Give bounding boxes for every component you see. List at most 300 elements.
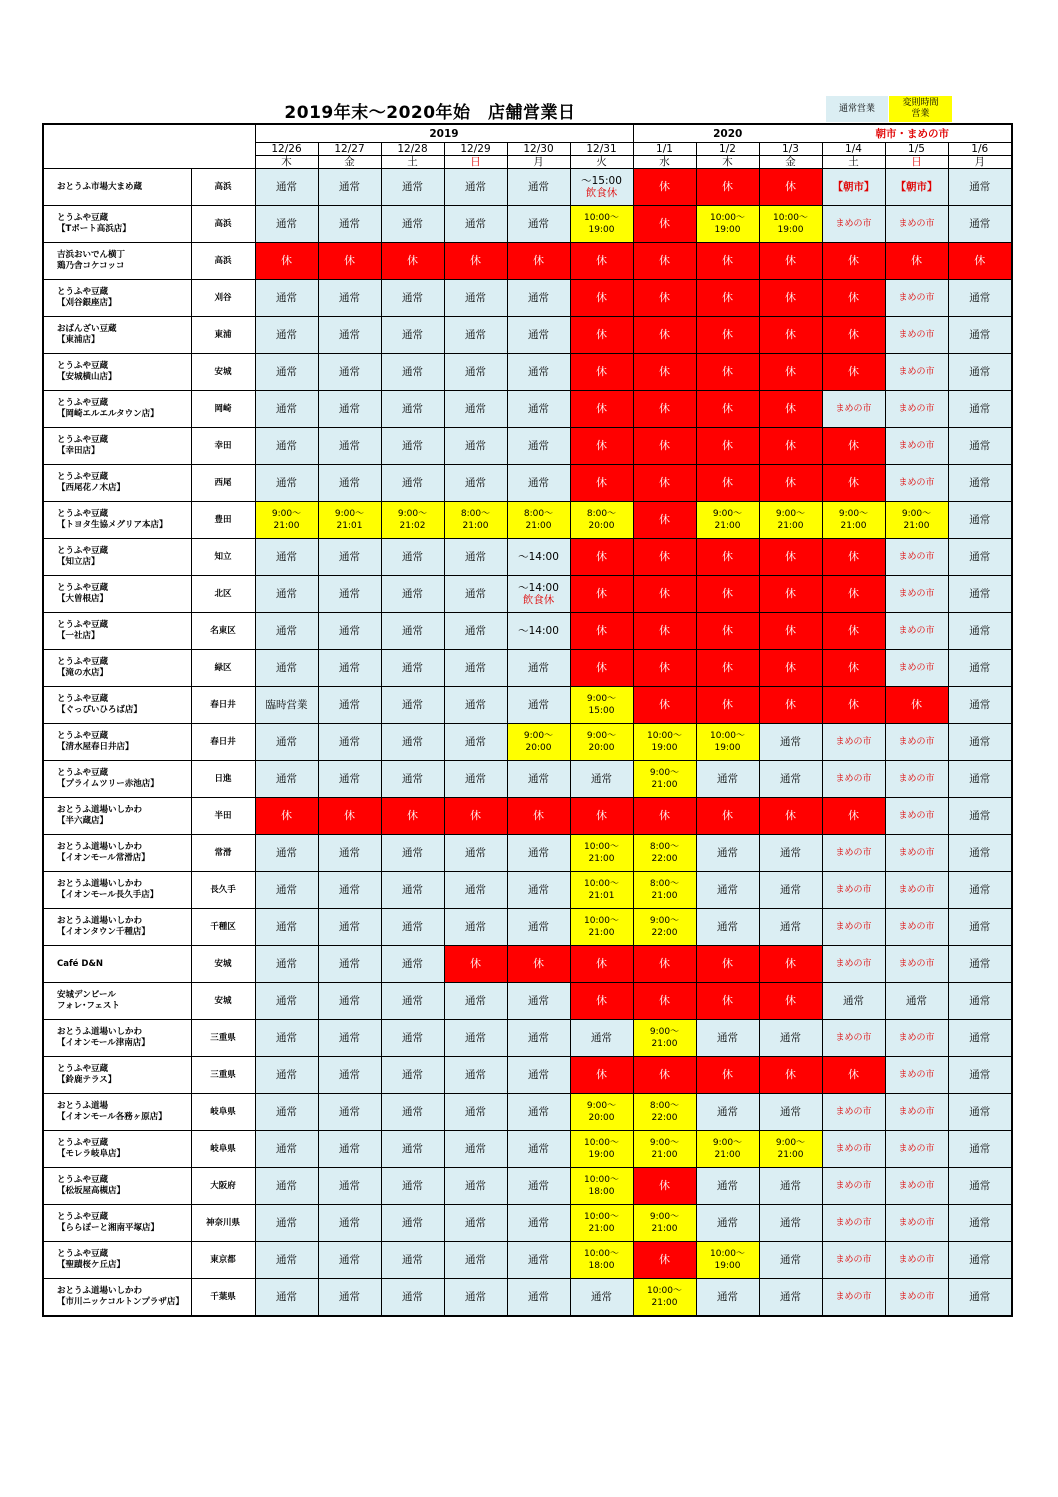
status-cell xyxy=(822,724,885,761)
status-cell xyxy=(633,428,696,465)
store-row xyxy=(43,1279,1012,1316)
status-text: まめの市 xyxy=(835,885,872,895)
store-name-line: 【岡崎エルエルタウン店】 xyxy=(57,409,159,419)
status-cell xyxy=(696,576,759,613)
store-name-line: 【清水屋春日井店】 xyxy=(57,742,134,752)
store-area: 岡崎 xyxy=(191,391,255,428)
status-cell xyxy=(381,428,444,465)
weekday-cell: 月 xyxy=(507,156,570,169)
status-cell xyxy=(633,169,696,206)
store-area: 刈谷 xyxy=(191,280,255,317)
store-area: 三重県 xyxy=(191,1057,255,1094)
status-cell xyxy=(507,1094,570,1131)
store-area: 豊田 xyxy=(191,502,255,539)
status-text: 通常 xyxy=(276,588,297,600)
weekday-cell: 土 xyxy=(822,156,885,169)
status-text: 通常 xyxy=(969,958,991,970)
status-cell xyxy=(381,761,444,798)
status-text: 通常 xyxy=(717,1217,738,1229)
status-cell xyxy=(696,206,759,243)
status-text: 21:00 xyxy=(714,1150,741,1160)
status-text: 通常 xyxy=(339,1254,360,1266)
status-text: 通常 xyxy=(528,1069,549,1081)
status-cell xyxy=(885,613,948,650)
store-name xyxy=(43,983,191,1020)
status-cell xyxy=(507,391,570,428)
status-cell xyxy=(822,539,885,576)
status-cell xyxy=(633,650,696,687)
date-cell: 1/2 xyxy=(696,143,759,156)
status-text: 通常 xyxy=(969,995,991,1007)
status-cell xyxy=(822,1242,885,1279)
status-text: 通常 xyxy=(528,329,549,341)
status-cell xyxy=(570,1168,633,1205)
store-name-line: おとうふ道場いしかわ xyxy=(57,842,143,852)
status-cell xyxy=(633,798,696,835)
status-text: 休 xyxy=(785,1068,796,1081)
status-text: まめの市 xyxy=(835,1033,872,1043)
status-cell xyxy=(318,243,381,280)
status-cell xyxy=(822,169,885,206)
status-cell xyxy=(822,502,885,539)
weekday-cell: 月 xyxy=(948,156,1012,169)
store-name-line: とうふや豆蔵 xyxy=(57,213,109,223)
status-text: 休 xyxy=(785,476,796,489)
store-name-line: フォレ･フェスト xyxy=(57,1001,120,1011)
status-cell xyxy=(318,761,381,798)
status-cell xyxy=(318,613,381,650)
status-text: 21:01 xyxy=(588,891,615,901)
status-text: 通常 xyxy=(717,1180,738,1192)
status-cell xyxy=(885,1242,948,1279)
date-cell: 12/31 xyxy=(570,143,633,156)
status-cell xyxy=(444,1094,507,1131)
status-text: まめの市 xyxy=(898,848,935,858)
store-row xyxy=(43,946,1012,983)
status-text: 通常 xyxy=(402,218,423,230)
status-cell xyxy=(948,317,1012,354)
status-text: 通常 xyxy=(339,366,360,378)
status-text: 休 xyxy=(722,661,733,674)
status-text: 休 xyxy=(596,994,607,1007)
status-text: 通常 xyxy=(528,773,549,785)
status-cell xyxy=(255,243,318,280)
year-2020: 2020 xyxy=(633,124,822,143)
status-cell xyxy=(570,391,633,428)
status-text: 通常 xyxy=(276,625,297,637)
status-cell xyxy=(759,539,822,576)
status-text: 休 xyxy=(596,587,607,600)
status-text: 休 xyxy=(722,180,733,193)
status-cell xyxy=(507,539,570,576)
status-cell xyxy=(633,613,696,650)
date-cell: 12/30 xyxy=(507,143,570,156)
status-text: まめの市 xyxy=(835,737,872,747)
status-cell xyxy=(885,1131,948,1168)
status-text: 通常 xyxy=(276,662,297,674)
status-text: 通常 xyxy=(843,995,864,1007)
status-text: 通常 xyxy=(276,218,297,230)
status-text: 通常 xyxy=(528,1217,549,1229)
status-cell xyxy=(570,169,633,206)
store-row xyxy=(43,983,1012,1020)
status-text: 21:00 xyxy=(273,521,300,531)
status-text: 通常 xyxy=(969,1069,991,1081)
store-name xyxy=(43,650,191,687)
store-name-line: とうふや豆蔵 xyxy=(57,731,109,741)
status-text: まめの市 xyxy=(835,1255,872,1265)
status-text: 通常 xyxy=(402,181,423,193)
status-cell xyxy=(633,724,696,761)
store-row xyxy=(43,576,1012,613)
status-text: 21:00 xyxy=(840,521,867,531)
status-text: 21:00 xyxy=(714,521,741,531)
status-text: 休 xyxy=(659,217,670,230)
store-name-line: とうふや豆蔵 xyxy=(57,768,109,778)
status-cell xyxy=(822,280,885,317)
status-cell xyxy=(381,798,444,835)
status-cell xyxy=(381,391,444,428)
store-name-line: とうふや豆蔵 xyxy=(57,1138,109,1148)
status-cell xyxy=(948,1279,1012,1316)
status-cell xyxy=(507,1242,570,1279)
status-cell xyxy=(759,613,822,650)
store-name xyxy=(43,1279,191,1316)
status-cell xyxy=(318,1057,381,1094)
store-area: 名東区 xyxy=(191,613,255,650)
store-name-line: 【刈谷銀座店】 xyxy=(57,298,117,308)
status-text: 通常 xyxy=(780,1106,801,1118)
store-name xyxy=(43,872,191,909)
status-cell xyxy=(633,317,696,354)
status-cell xyxy=(318,576,381,613)
status-cell xyxy=(696,983,759,1020)
status-text: 通常 xyxy=(465,1217,486,1229)
status-cell xyxy=(444,909,507,946)
status-text: まめの市 xyxy=(898,922,935,932)
status-cell xyxy=(633,983,696,1020)
status-cell xyxy=(444,724,507,761)
status-text: 9:00～ xyxy=(649,1027,680,1037)
status-text: 19:00 xyxy=(588,225,615,235)
date-cell: 12/26 xyxy=(255,143,318,156)
status-cell xyxy=(696,1057,759,1094)
status-cell xyxy=(507,613,570,650)
status-cell xyxy=(381,502,444,539)
store-name-line: とうふや豆蔵 xyxy=(57,583,109,593)
status-cell xyxy=(759,354,822,391)
status-text: 通常 xyxy=(528,1254,549,1266)
status-cell xyxy=(759,1020,822,1057)
status-text: 休 xyxy=(722,994,733,1007)
status-cell xyxy=(948,946,1012,983)
status-cell xyxy=(507,872,570,909)
status-cell xyxy=(444,502,507,539)
status-cell xyxy=(507,576,570,613)
status-cell xyxy=(255,1057,318,1094)
status-text: 休 xyxy=(659,1179,670,1192)
status-text: 休 xyxy=(659,402,670,415)
status-cell xyxy=(759,909,822,946)
store-row xyxy=(43,761,1012,798)
status-cell xyxy=(255,909,318,946)
status-cell xyxy=(885,761,948,798)
status-text: 休 xyxy=(722,291,733,304)
status-text: 通常 xyxy=(276,366,297,378)
status-text: 21:00 xyxy=(651,780,678,790)
status-cell xyxy=(633,465,696,502)
status-text: 8:00～ xyxy=(649,842,680,852)
status-cell xyxy=(318,391,381,428)
status-text: 通常 xyxy=(528,366,549,378)
status-cell xyxy=(381,1020,444,1057)
store-area: 大阪府 xyxy=(191,1168,255,1205)
status-text: 【朝市】 xyxy=(832,181,875,193)
status-cell xyxy=(633,391,696,428)
status-cell xyxy=(507,465,570,502)
status-text: 通常 xyxy=(339,1217,360,1229)
status-cell xyxy=(633,872,696,909)
date-cell: 12/29 xyxy=(444,143,507,156)
store-row xyxy=(43,243,1012,280)
status-text: 休 xyxy=(848,809,859,822)
status-text: 15:00 xyxy=(588,706,615,716)
status-text: まめの市 xyxy=(898,811,935,821)
status-cell xyxy=(255,946,318,983)
store-name-line: 【大曽根店】 xyxy=(57,594,109,604)
status-cell xyxy=(444,280,507,317)
status-text: 休 xyxy=(911,254,922,267)
status-text: 通常 xyxy=(339,477,360,489)
status-cell xyxy=(759,280,822,317)
status-text: まめの市 xyxy=(835,774,872,784)
status-text: 10:00～ xyxy=(710,213,745,223)
store-area: 安城 xyxy=(191,946,255,983)
status-cell xyxy=(696,317,759,354)
status-text: 9:00～ xyxy=(523,731,554,741)
status-cell xyxy=(948,613,1012,650)
status-cell xyxy=(381,650,444,687)
status-text: 休 xyxy=(659,291,670,304)
status-text: 通常 xyxy=(969,662,991,674)
status-text: 19:00 xyxy=(714,743,741,753)
status-cell xyxy=(318,169,381,206)
status-text: 9:00～ xyxy=(901,509,932,519)
status-cell xyxy=(255,983,318,1020)
weekday-cell: 金 xyxy=(318,156,381,169)
status-cell xyxy=(822,835,885,872)
status-text: 通常 xyxy=(276,1217,297,1229)
status-cell xyxy=(570,465,633,502)
status-text: 通常 xyxy=(465,366,486,378)
status-text: 休 xyxy=(596,957,607,970)
status-cell xyxy=(696,465,759,502)
status-text: 通常 xyxy=(969,736,991,748)
status-text: 通常 xyxy=(591,1290,612,1303)
status-text: 休 xyxy=(848,698,859,711)
status-text: 10:00～ xyxy=(584,879,619,889)
status-cell xyxy=(759,724,822,761)
store-area: 春日井 xyxy=(191,687,255,724)
status-text: まめの市 xyxy=(835,922,872,932)
status-text: 21:00 xyxy=(651,891,678,901)
status-text: 通常 xyxy=(969,218,991,230)
store-area: 春日井 xyxy=(191,724,255,761)
weekday-cell: 水 xyxy=(633,156,696,169)
store-name-line: おばんざい豆蔵 xyxy=(57,324,117,334)
status-cell xyxy=(507,1279,570,1316)
status-text: 8:00～ xyxy=(523,509,554,519)
status-cell xyxy=(318,798,381,835)
status-cell xyxy=(381,835,444,872)
store-area: 千葉県 xyxy=(191,1279,255,1316)
status-text: 通常 xyxy=(402,662,423,674)
store-area: 西尾 xyxy=(191,465,255,502)
store-area: 東京都 xyxy=(191,1242,255,1279)
store-area: 北区 xyxy=(191,576,255,613)
status-cell xyxy=(570,798,633,835)
status-text: まめの市 xyxy=(898,1107,935,1117)
status-cell xyxy=(696,798,759,835)
status-text: 通常 xyxy=(528,847,549,859)
store-row xyxy=(43,724,1012,761)
status-text: 通常 xyxy=(717,884,738,896)
status-text: 10:00～ xyxy=(710,1249,745,1259)
status-cell xyxy=(381,1168,444,1205)
status-text: 通常 xyxy=(465,1069,486,1081)
status-text: 21:00 xyxy=(462,521,489,531)
status-cell xyxy=(759,465,822,502)
status-cell xyxy=(255,724,318,761)
status-text: 通常 xyxy=(402,292,423,304)
status-cell xyxy=(633,687,696,724)
status-cell xyxy=(507,687,570,724)
status-cell xyxy=(633,1242,696,1279)
store-name xyxy=(43,539,191,576)
status-cell xyxy=(885,724,948,761)
status-text: 9:00～ xyxy=(271,509,302,519)
status-cell xyxy=(633,1131,696,1168)
store-name xyxy=(43,206,191,243)
status-cell xyxy=(318,1205,381,1242)
status-text: 休 xyxy=(722,402,733,415)
status-text: 通常 xyxy=(276,1254,297,1266)
status-cell xyxy=(570,835,633,872)
store-row xyxy=(43,798,1012,835)
status-text: 通常 xyxy=(339,1032,360,1044)
weekday-cell: 金 xyxy=(759,156,822,169)
status-cell xyxy=(318,724,381,761)
status-cell xyxy=(822,909,885,946)
status-cell xyxy=(948,465,1012,502)
date-cell: 1/4 xyxy=(822,143,885,156)
status-text: 通常 xyxy=(465,440,486,452)
status-text: 21:00 xyxy=(651,1224,678,1234)
status-cell xyxy=(444,835,507,872)
status-cell xyxy=(570,1131,633,1168)
status-text: 通常 xyxy=(339,773,360,785)
store-name xyxy=(43,465,191,502)
weekday-cell: 日 xyxy=(885,156,948,169)
status-text: 通常 xyxy=(465,588,486,600)
status-text: 通常 xyxy=(969,1290,991,1303)
status-text: 休 xyxy=(848,254,859,267)
status-cell xyxy=(696,872,759,909)
status-cell xyxy=(759,576,822,613)
status-cell xyxy=(759,872,822,909)
status-text: 9:00～ xyxy=(649,1138,680,1148)
store-row xyxy=(43,1094,1012,1131)
status-cell xyxy=(570,761,633,798)
status-text: 休 xyxy=(659,661,670,674)
store-name-line: おとうふ道場 xyxy=(57,1101,109,1111)
status-cell xyxy=(255,465,318,502)
status-text: 通常 xyxy=(276,477,297,489)
status-cell xyxy=(822,1020,885,1057)
store-name xyxy=(43,909,191,946)
status-cell xyxy=(633,761,696,798)
status-text: 通常 xyxy=(528,921,549,933)
status-text: 通常 xyxy=(969,551,991,563)
status-text: 休 xyxy=(596,661,607,674)
weekday-cell: 土 xyxy=(381,156,444,169)
status-cell xyxy=(570,1205,633,1242)
status-cell xyxy=(381,687,444,724)
status-cell xyxy=(255,576,318,613)
status-text: まめの市 xyxy=(835,848,872,858)
status-cell xyxy=(507,983,570,1020)
status-cell xyxy=(885,1168,948,1205)
status-cell xyxy=(444,687,507,724)
store-name-line: とうふや豆蔵 xyxy=(57,1212,109,1222)
status-cell xyxy=(381,354,444,391)
status-text: 通常 xyxy=(465,181,486,193)
status-cell xyxy=(759,1205,822,1242)
status-text: 通常 xyxy=(339,1069,360,1081)
store-area: 知立 xyxy=(191,539,255,576)
store-name-line: 【イオンモール各務ヶ原店】 xyxy=(57,1112,167,1122)
status-cell xyxy=(444,465,507,502)
status-cell xyxy=(507,502,570,539)
status-text: まめの市 xyxy=(898,1218,935,1228)
status-text: 休 xyxy=(722,254,733,267)
store-name xyxy=(43,1242,191,1279)
status-text: 21:02 xyxy=(399,521,426,531)
store-name-line: 【鈴鹿テラス】 xyxy=(57,1075,117,1085)
store-area: 千種区 xyxy=(191,909,255,946)
status-text: 通常 xyxy=(276,1069,297,1081)
status-cell xyxy=(381,946,444,983)
status-text: まめの市 xyxy=(835,1291,872,1302)
status-text: 休 xyxy=(974,254,986,267)
status-cell xyxy=(759,391,822,428)
store-area: 三重県 xyxy=(191,1020,255,1057)
store-name-line: おとうふ市場大まめ蔵 xyxy=(57,181,143,192)
status-cell xyxy=(381,724,444,761)
status-text: 通常 xyxy=(339,1106,360,1118)
status-text: 9:00～ xyxy=(838,509,869,519)
status-text: 18:00 xyxy=(588,1261,615,1271)
store-row xyxy=(43,1057,1012,1094)
store-row xyxy=(43,1168,1012,1205)
status-text: 休 xyxy=(596,809,607,822)
status-cell xyxy=(444,391,507,428)
status-cell xyxy=(822,243,885,280)
status-cell xyxy=(507,946,570,983)
status-cell xyxy=(885,1020,948,1057)
status-text: まめの市 xyxy=(835,1107,872,1117)
status-text: 休 xyxy=(659,587,670,600)
